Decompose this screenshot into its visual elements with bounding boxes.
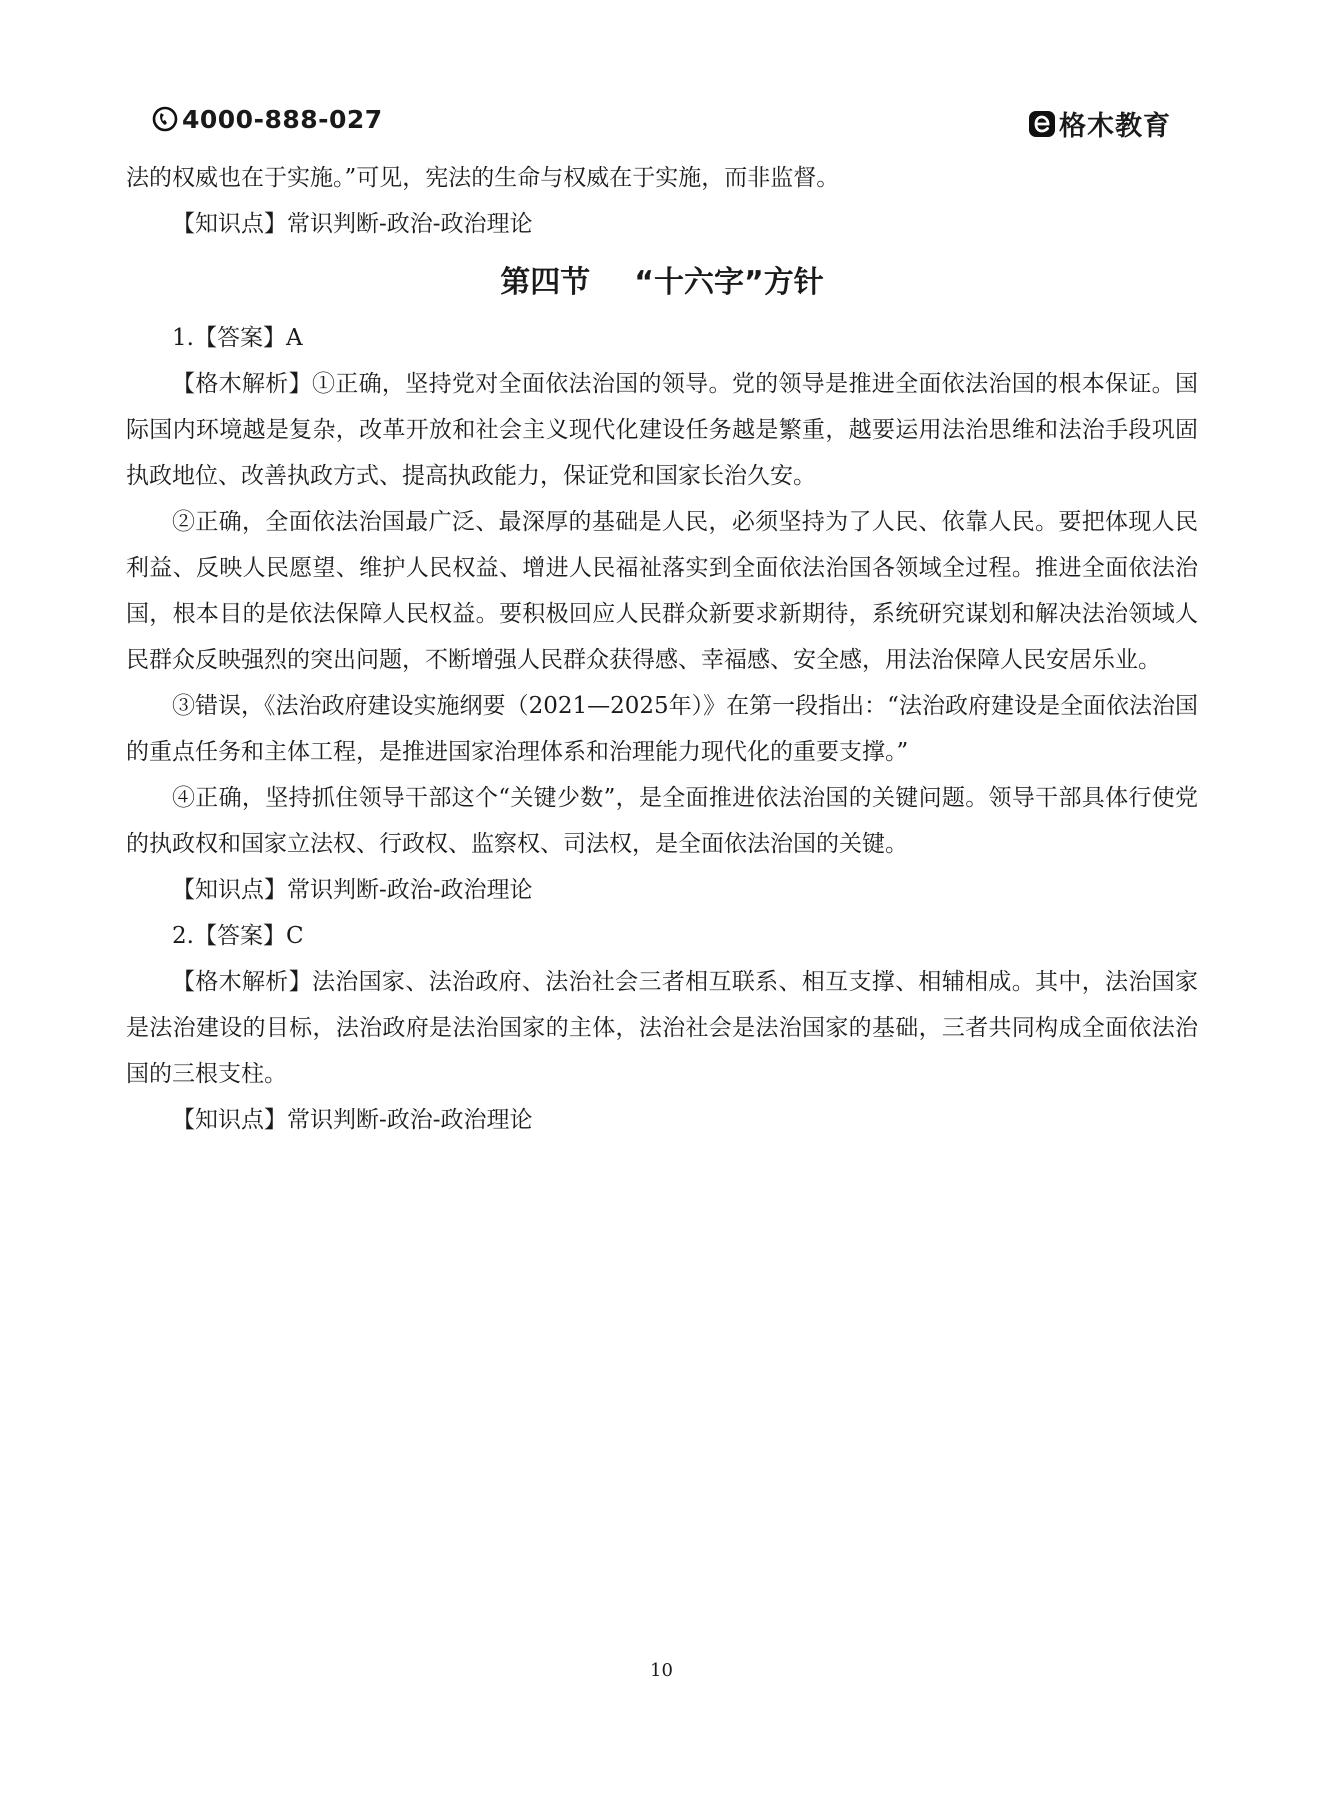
q1-analysis-3: ③错误，《法治政府建设实施纲要（2021—2025年）》在第一段指出：“法治政府建设是全面依法治国的重点任务和主体工程，是推进国家治理体系和治理能力现代化的重要支撑。”	[126, 693, 1198, 765]
phone-contact	[152, 104, 383, 134]
phone-icon	[152, 104, 178, 134]
q1-answer: 1.【答案】A	[172, 325, 303, 351]
brand	[1028, 104, 1171, 143]
q2-answer: 2.【答案】C	[172, 923, 304, 949]
knowledge-point: 【知识点】常识判断-政治-政治理论	[172, 1107, 533, 1133]
section-title-text: “十六字”方针	[634, 265, 824, 300]
knowledge-point: 【知识点】常识判断-政治-政治理论	[172, 211, 533, 237]
page-number: 10	[650, 1660, 673, 1681]
e-logo-icon	[1028, 110, 1056, 138]
page-header	[152, 104, 1171, 144]
document-body	[126, 155, 1198, 1143]
section-title	[126, 261, 1198, 305]
brand-name: 格木教育	[1059, 111, 1171, 142]
q1-analysis-2: ②正确，全面依法治国最广泛、最深厚的基础是人民，必须坚持为了人民、依靠人民。要把体现人民利益、反映人民愿望、维护人民权益、增进人民福祉落实到全面依法治国各领域全过程。推进全面依法治国，根本目的是依法保障人民权益。要积极回应人民群众新要求新期待，系统研究谋划和解决法治领域人民群众反映强烈的突出问题，不断增强人民群众获得感、幸福感、安全感，用法治保障人民安居乐业。	[126, 509, 1198, 673]
q2-analysis: 【格木解析】法治国家、法治政府、法治社会三者相互联系、相互支撑、相辅相成。其中，法治国家是法治建设的目标，法治政府是法治国家的主体，法治社会是法治国家的基础，三者共同构成全面依法治国的三根支柱。	[126, 969, 1198, 1087]
intro-continuation: 法的权威也在于实施。”可见，宪法的生命与权威在于实施，而非监督。	[126, 165, 840, 191]
q1-analysis-4: ④正确，坚持抓住领导干部这个“关键少数”，是全面推进依法治国的关键问题。领导干部具体行使党的执政权和国家立法权、行政权、监察权、司法权，是全面依法治国的关键。	[126, 785, 1198, 857]
section-title-number: 第四节	[500, 265, 591, 300]
knowledge-point: 【知识点】常识判断-政治-政治理论	[172, 877, 533, 903]
q1-analysis-1: 【格木解析】①正确，坚持党对全面依法治国的领导。党的领导是推进全面依法治国的根本保证。国际国内环境越是复杂，改革开放和社会主义现代化建设任务越是繁重，越要运用法治思维和法治手段巩固执政地位、改善执政方式、提高执政能力，保证党和国家长治久安。	[126, 371, 1198, 489]
phone-number: 4000-888-027	[182, 104, 383, 134]
